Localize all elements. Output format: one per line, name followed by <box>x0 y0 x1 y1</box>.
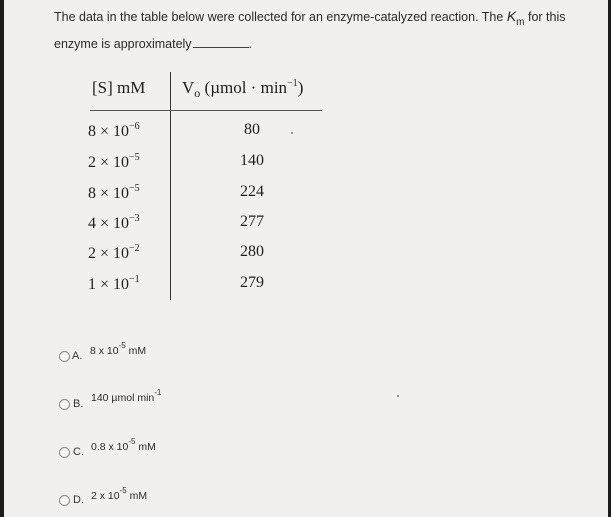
question-sheet <box>4 0 608 517</box>
row-3-s-mantissa: 8 × 10 <box>88 185 130 202</box>
table-row-4-substrate <box>88 213 140 233</box>
table-row-1-substrate <box>88 121 140 141</box>
row-1-s-mantissa: 8 × 10 <box>88 123 130 140</box>
table-row-5-substrate <box>88 243 140 263</box>
row-3-s-exponent: −5 <box>129 183 140 194</box>
option-b-letter: B. <box>73 398 84 410</box>
row-2-s-exponent: −5 <box>129 152 140 163</box>
row-6-s-exponent: −1 <box>129 274 140 285</box>
question-text-line1 <box>54 8 566 28</box>
table-row-3-velocity: 224 <box>240 183 264 200</box>
row-2-s-mantissa: 2 × 10 <box>88 154 130 171</box>
answer-blank <box>193 37 249 48</box>
question-text-line2-text: enzyme is approximately <box>54 37 192 51</box>
option-a-exponent: -5 <box>118 341 126 350</box>
velocity-subscript: o <box>194 86 201 100</box>
row-6-s-mantissa: 1 × 10 <box>88 276 130 293</box>
question-text-part1: The data in the table below were collected for an enzyme-catalyzed reaction. The <box>54 10 504 24</box>
stray-mark <box>397 395 399 397</box>
option-a-unit: mM <box>125 345 147 357</box>
question-text-line2 <box>54 37 252 51</box>
table-header-velocity <box>182 78 303 101</box>
km-symbol <box>506 8 525 28</box>
row-5-s-exponent: −2 <box>129 243 140 254</box>
option-a-value: 8 x 10 <box>90 345 119 357</box>
velocity-unit: (µmol · min <box>200 78 288 97</box>
option-c-radio[interactable] <box>59 447 70 458</box>
option-b-value: 140 µmol min <box>91 392 155 404</box>
option-d-text[interactable] <box>91 486 147 502</box>
question-text-line2-period: . <box>248 37 253 51</box>
option-b-exponent: -1 <box>154 388 162 397</box>
table-header-substrate: [S] mM <box>92 78 146 97</box>
table-row-2-substrate <box>88 152 140 172</box>
row-4-s-mantissa: 4 × 10 <box>88 215 130 232</box>
stray-mark <box>291 132 293 134</box>
question-text-part2: for this <box>528 10 566 24</box>
option-a-text[interactable] <box>90 341 146 357</box>
option-c-unit: mM <box>135 441 156 453</box>
table-row-6-substrate <box>88 274 140 294</box>
option-c-text[interactable] <box>91 437 156 453</box>
table-row-3-substrate <box>88 183 140 203</box>
option-b-radio[interactable] <box>59 399 70 410</box>
option-d-radio[interactable] <box>59 495 70 506</box>
table-row-1-velocity: 80 <box>244 121 260 138</box>
velocity-unit-exponent: −1 <box>287 78 298 89</box>
option-d-letter: D. <box>73 494 84 506</box>
velocity-symbol: V <box>182 78 195 97</box>
row-5-s-mantissa: 2 × 10 <box>88 245 130 262</box>
row-1-s-exponent: −6 <box>129 121 140 132</box>
option-d-value: 2 x 10 <box>91 490 120 502</box>
option-b-text[interactable] <box>91 388 161 404</box>
table-row-2-velocity: 140 <box>240 152 264 169</box>
row-4-s-exponent: −3 <box>129 213 140 224</box>
km-subscript: m <box>516 16 525 28</box>
option-d-unit: mM <box>126 490 148 502</box>
option-a-radio[interactable] <box>59 351 70 362</box>
table-row-6-velocity: 279 <box>240 274 264 291</box>
option-d-exponent: -5 <box>119 486 127 495</box>
table-header-divider <box>90 110 322 111</box>
option-c-letter: C. <box>73 446 84 458</box>
table-vertical-divider <box>170 72 171 300</box>
table-row-4-velocity: 277 <box>240 213 264 230</box>
km-letter: K <box>506 8 517 24</box>
table-row-5-velocity: 280 <box>240 243 264 260</box>
option-a-letter: A. <box>72 350 83 362</box>
option-c-exponent: -5 <box>128 437 136 446</box>
velocity-unit-close: ) <box>297 78 304 97</box>
option-c-value: 0.8 x 10 <box>91 441 129 453</box>
